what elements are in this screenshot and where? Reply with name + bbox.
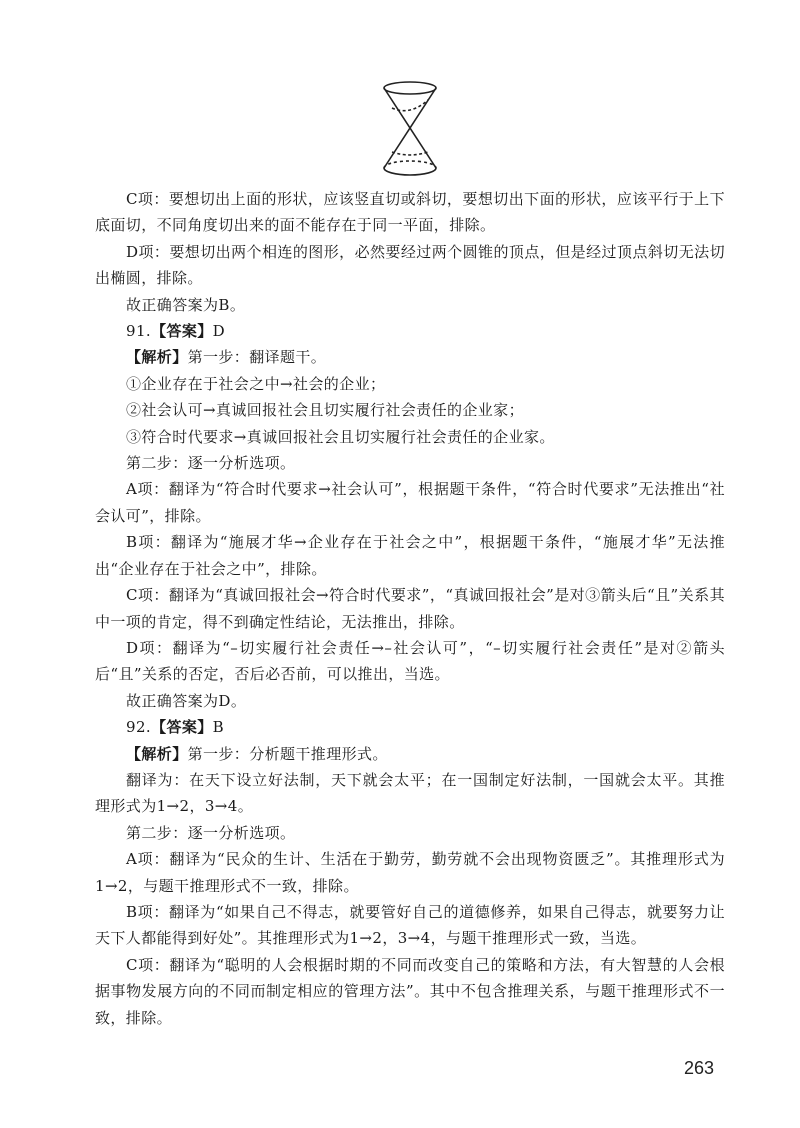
paragraph — [95, 741, 725, 767]
text-run: ①企业存在于社会之中→社会的企业； — [126, 374, 386, 393]
double-cone-icon — [380, 78, 440, 178]
text-run: B — [212, 718, 225, 737]
paragraph — [95, 582, 725, 635]
paragraph — [95, 899, 725, 952]
text-run: C项：要想切出上面的形状，应该竖直切或斜切，要想切出下面的形状，应该平行于上下底面切，不同角度切出来的面不能存在于同一平面，排除。 — [95, 190, 725, 235]
paragraph — [95, 767, 725, 820]
paragraph — [95, 635, 725, 688]
text-run: 91. — [126, 322, 152, 341]
text-run: ③符合时代要求→真诚回报社会且切实履行社会责任的企业家。 — [126, 427, 555, 446]
page-number: 263 — [684, 1058, 715, 1078]
paragraph — [95, 397, 725, 423]
paragraph — [95, 344, 725, 370]
paragraph — [95, 688, 725, 714]
text-run: C项：翻译为“真诚回报社会→符合时代要求”，“真诚回报社会”是对③箭头后“且”关系其中一项的肯定，得不到确定性结论，无法推出，排除。 — [95, 586, 725, 631]
text-run: 第一步：分析题干推理形式。 — [187, 744, 388, 763]
paragraph — [95, 529, 725, 582]
bold-label: 【答案】 — [151, 322, 213, 341]
paragraph — [95, 371, 725, 397]
text-run: D — [212, 322, 226, 341]
text-run: 第一步：翻译题干。 — [187, 348, 327, 367]
text-run: 92. — [126, 718, 152, 737]
bold-label: 【答案】 — [151, 718, 213, 737]
paragraph — [95, 424, 725, 450]
text-run: C项：翻译为“聪明的人会根据时期的不同而改变自己的策略和方法，有大智慧的人会根据事物发展方向的不同而制定相应的管理方法”。其中不包含推理关系，与题干推理形式不一致，排除。 — [95, 955, 725, 1027]
paragraph — [95, 846, 725, 899]
paragraph — [95, 186, 725, 239]
text-run: 翻译为：在天下设立好法制，天下就会太平；在一国制定好法制，一国就会太平。其推理形式为1→2，3→4。 — [95, 770, 725, 816]
text-run: ②社会认可→真诚回报社会且切实履行社会责任的企业家； — [126, 401, 524, 420]
paragraph — [95, 292, 725, 318]
text-run: 故正确答案为B。 — [126, 295, 246, 314]
text-run: B项：翻译为“施展才华→企业存在于社会之中”，根据题干条件，“施展才华”无法推出“企业存在于社会之中”，排除。 — [95, 533, 725, 578]
double-cone-figure — [380, 78, 440, 178]
text-run: D项：翻译为“–切实履行社会责任→–社会认可”，“–切实履行社会责任”是对②箭头后“且”关系的否定，否后必否前，可以推出，当选。 — [95, 638, 725, 684]
paragraph — [95, 318, 725, 344]
text-run: 第二步：逐一分析选项。 — [126, 454, 296, 473]
text-run: 第二步：逐一分析选项。 — [126, 823, 296, 842]
text-run: A项：翻译为“符合时代要求→社会认可”，根据题干条件，“符合时代要求”无法推出“社会认可”，排除。 — [95, 480, 725, 525]
text-run: A项：翻译为“民众的生计、生活在于勤劳，勤劳就不会出现物资匮乏”。其推理形式为1→2，与题干推理形式不一致，排除。 — [95, 850, 725, 895]
paragraph — [95, 239, 725, 292]
text-run: B项：翻译为“如果自己不得志，就要管好自己的道德修养，如果自己得志，就要努力让天下人都能得到好处”。其推理形式为1→2，3→4，与题干推理形式一致，当选。 — [95, 902, 725, 948]
bold-label: 【解析】 — [126, 348, 188, 367]
paragraph — [95, 952, 725, 1031]
text-run: D项：要想切出两个相连的图形，必然要经过两个圆锥的顶点，但是经过顶点斜切无法切出椭圆，排除。 — [95, 242, 725, 288]
paragraph — [95, 820, 725, 846]
text-run: 故正确答案为D。 — [126, 691, 247, 710]
paragraph — [95, 714, 725, 740]
paragraph — [95, 476, 725, 529]
document-body — [95, 186, 725, 1031]
bold-label: 【解析】 — [126, 744, 188, 763]
paragraph — [95, 450, 725, 476]
